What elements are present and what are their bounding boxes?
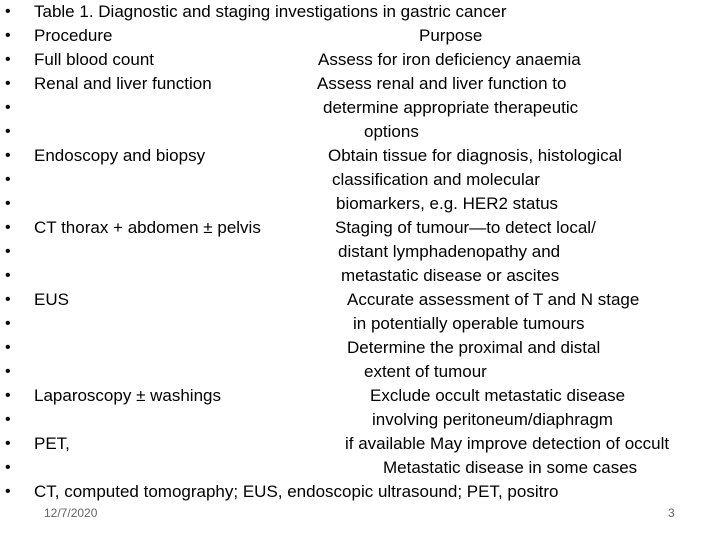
bullet-dot: • (5, 315, 11, 332)
bullet-line (0, 144, 720, 168)
bullet-dot: • (5, 219, 11, 236)
line-text-right: distant lymphadenopathy and (338, 242, 561, 261)
bullet-line (0, 456, 720, 480)
bullet-line (0, 264, 720, 288)
line-text-left: Laparoscopy ± washings (34, 386, 221, 405)
bullet-dot: • (5, 51, 11, 68)
line-text-right: Assess renal and liver function to (317, 74, 567, 93)
bullet-line (0, 240, 720, 264)
line-text-left: CT, computed tomography; EUS, endoscopic ultrasound; PET, positro (34, 482, 559, 501)
bullet-dot: • (5, 147, 11, 164)
line-text-right: biomarkers, e.g. HER2 status (336, 194, 559, 213)
bullet-dot: • (5, 291, 11, 308)
bullet-dot: • (5, 483, 11, 500)
line-text-left: Renal and liver function (34, 74, 212, 93)
bullet-dot: • (5, 3, 11, 20)
line-text-left: CT thorax + abdomen ± pelvis (34, 218, 261, 237)
line-text-right: options (364, 122, 419, 141)
bullet-line (0, 480, 720, 504)
bullet-dot: • (5, 267, 11, 284)
bullet-line (0, 288, 720, 312)
bullet-line (0, 192, 720, 216)
bullet-dot: • (5, 435, 11, 452)
line-text-right: classification and molecular (332, 170, 540, 189)
line-text-right: Determine the proximal and distal (347, 338, 601, 357)
bullet-dot: • (5, 387, 11, 404)
bullet-line (0, 72, 720, 96)
bullet-dot: • (5, 363, 11, 380)
bullet-dot: • (5, 411, 11, 428)
line-text-right: if available May improve detection of occult (345, 434, 670, 453)
line-text-right: Obtain tissue for diagnosis, histological (328, 146, 622, 165)
line-text-left: Full blood count (34, 50, 155, 69)
line-text-left: EUS (34, 290, 69, 309)
line-text-right: Staging of tumour—to detect local/ (335, 218, 596, 237)
line-text-left: Procedure (34, 26, 113, 45)
line-text-right: Purpose (419, 26, 483, 45)
bullet-dot: • (5, 27, 11, 44)
bullet-dot: • (5, 171, 11, 188)
footer-date: 12/7/2020 (44, 506, 98, 520)
line-text-right: metastatic disease or ascites (341, 266, 560, 285)
line-text-right: involving peritoneum/diaphragm (372, 410, 613, 429)
line-text-right: Exclude occult metastatic disease (370, 386, 626, 405)
bullet-line (0, 96, 720, 120)
bullet-dot: • (5, 195, 11, 212)
line-text-right: determine appropriate therapeutic (323, 98, 579, 117)
line-text-right: Metastatic disease in some cases (383, 458, 638, 477)
bullet-dot: • (5, 339, 11, 356)
bullet-line (0, 48, 720, 72)
line-text-left: Table 1. Diagnostic and staging investigations in gastric cancer (34, 2, 507, 21)
bullet-dot: • (5, 459, 11, 476)
bullet-line (0, 360, 720, 384)
line-text-right: in potentially operable tumours (353, 314, 585, 333)
bullet-dot: • (5, 99, 11, 116)
bullet-line (0, 24, 720, 48)
bullet-line (0, 384, 720, 408)
bullet-line (0, 168, 720, 192)
line-text-right: Assess for iron deficiency anaemia (318, 50, 581, 69)
bullet-line (0, 432, 720, 456)
bullet-line (0, 216, 720, 240)
bullet-line (0, 0, 720, 24)
bullet-dot: • (5, 243, 11, 260)
line-text-right: Accurate assessment of T and N stage (347, 290, 640, 309)
line-text-right: extent of tumour (364, 362, 487, 381)
line-text-left: PET, (34, 434, 70, 453)
bullet-dot: • (5, 123, 11, 140)
line-text-left: Endoscopy and biopsy (34, 146, 206, 165)
bullet-line (0, 408, 720, 432)
slide-number: 3 (668, 506, 675, 520)
bullet-line (0, 120, 720, 144)
bullet-line (0, 312, 720, 336)
bullet-dot: • (5, 75, 11, 92)
bullet-line (0, 336, 720, 360)
